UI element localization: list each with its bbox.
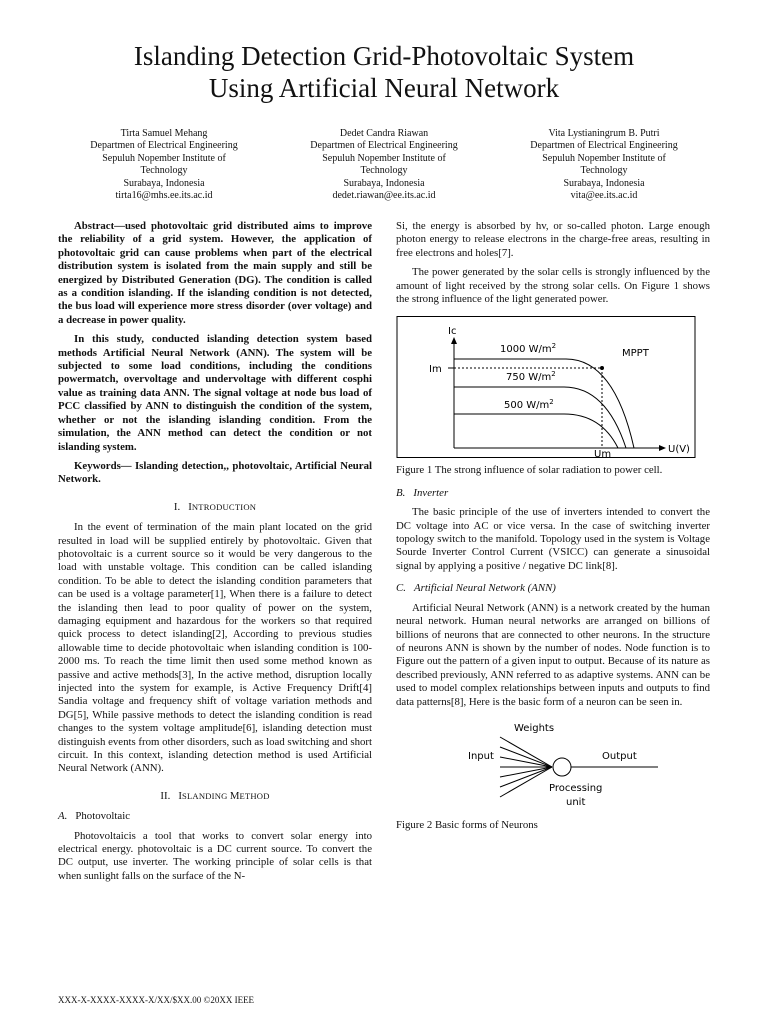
input-line bbox=[500, 747, 552, 767]
figure-2-caption: Figure 2 Basic forms of Neurons bbox=[396, 818, 538, 831]
um-label: Um bbox=[594, 449, 612, 459]
section-heading-islanding-method: II. ISLANDING METHOD bbox=[160, 789, 270, 802]
right-column bbox=[396, 220, 710, 832]
author-email[interactable]: tirta16@mhs.ee.its.ac.id bbox=[115, 190, 213, 202]
paper-title: Islanding Detection Grid-Photovoltaic System Using Artificial Neural Network bbox=[133, 41, 635, 103]
author-block: Vita Lystianingrum B. Putri Departmen of Electrical Engineering Sepuluh Nopember Institute of Technology Surabaya, Indonesia vita@ee.its.ac.id bbox=[504, 128, 704, 202]
y-axis-label: Ic bbox=[448, 326, 457, 338]
body-paragraph: The power generated by the solar cells is strongly influenced by the amount of light received by the strong solar cells. On Figure 1 shows the strong influence of the light generated power. bbox=[396, 266, 710, 306]
figure-1-caption: Figure 1 The strong influence of solar radiation to power cell. bbox=[396, 464, 663, 477]
iv-curve-500 bbox=[454, 414, 618, 448]
author-block: Tirta Samuel Mehang Departmen of Electrical Engineering Sepuluh Nopember Institute of Technology Surabaya, Indonesia tirta16@mhs.ee.its.ac.id bbox=[64, 128, 264, 202]
processing-unit-label: unit bbox=[566, 796, 586, 808]
curve-label-750: 750 $W/m^2$ bbox=[506, 370, 556, 384]
figure-1 bbox=[396, 316, 710, 477]
body-paragraph: In the event of termination of the main plant located on the grid resulted in load will be supplied entirely by photovoltaic. Given that photovoltaic is a current source so it would be very dangerous to the load with unstable voltage. This condition can be called islanding condition. To be able to detect the islanding condition parameters that can be used is a voltage parameter[1], When there is a failure to detect the islanding then lead to poor quality of power on the system, damaging equipment and hazardous for the workers so that required quick process to detect islanding[2], According to previous studies allowable time to decide photovoltaic when islanding condition is 100-2000 ms. To reach the time limit then used some method known as passive and active methods[3], In the active method, disruption locally injected into the system for example, is Active Frequency Drift[4] Sandia voltage and frequency shift of voltage variation methods and DG[5], While passive methods to detect the islanding condition is read changes to the system voltage amplitude[6], islanding detection must distinguish events from other disorders, such as load switching and short circuit. In this context, islanding detection method is used Artificial Neural Network (ANN). bbox=[58, 521, 372, 775]
subsection-heading-photovoltaic: A. Photovoltaic bbox=[58, 810, 130, 823]
abstract-paragraph: Abstract—used photovoltaic grid distributed aims to improve the reliability of a grid system. However, the application of photovoltaic grid can cause problems when part of the electrical distribution system is isolated from the main supply and still be energized by Distributed Generation (DG). The condition is called as a condition islanding. If the islanding condition is not detected, the bus load will experience more stress disorder (over voltage) and a decrease in power quality. bbox=[58, 220, 372, 326]
iv-curve-chart bbox=[396, 316, 696, 458]
iv-curve-750 bbox=[454, 387, 626, 448]
left-column bbox=[58, 220, 372, 883]
subsection-heading-inverter: B. Inverter bbox=[396, 486, 449, 499]
author-email[interactable]: vita@ee.its.ac.id bbox=[570, 190, 638, 202]
figure-2 bbox=[396, 719, 710, 832]
y-axis-arrow bbox=[451, 337, 457, 344]
author-block: Dedet Candra Riawan Departmen of Electrical Engineering Sepuluh Nopember Institute of Technology Surabaya, Indonesia dedet.riawan@ee.its.ac.id bbox=[284, 128, 484, 202]
body-paragraph: Photovoltaicis a tool that works to convert solar energy into electrical energy. photovoltaic is a DC current source. To convert the DC output, use inverter. The working principle of solar cells is that when sunlight falls on the surface of the N- bbox=[58, 829, 372, 882]
abstract-paragraph: In this study, conducted islanding detection system based methods Artificial Neural Network (ANN). The system will be subjected to some load conditions, including the conditions powermatch, overvoltage and undervoltage with different cosphi value as training data ANN. The signal voltage at node bus load of PCC classified by ANN to distinguish the condition of the system, whether or not the islanding islanding condition. From the simulation, the ANN method can detect the condition or not islanding system. bbox=[58, 333, 372, 453]
weights-label: Weights bbox=[514, 722, 555, 734]
neuron-diagram bbox=[396, 719, 696, 811]
mppt-point bbox=[600, 366, 604, 370]
x-axis-arrow bbox=[659, 445, 666, 451]
input-line bbox=[500, 767, 552, 787]
keywords: Keywords— Islanding detection,, photovoltaic, Artificial Neural Network. bbox=[58, 459, 372, 486]
section-heading-introduction: I. INTRODUCTION bbox=[173, 500, 257, 513]
input-label: Input bbox=[468, 750, 494, 762]
im-label: Im bbox=[429, 364, 442, 376]
processing-unit-node bbox=[553, 758, 571, 776]
mppt-label: MPPT bbox=[622, 348, 649, 360]
author-email[interactable]: dedet.riawan@ee.its.ac.id bbox=[332, 190, 436, 202]
body-paragraph: Si, the energy is absorbed by hv, or so-called photon. Large enough photon energy to release electrons in the charge-free areas, resulting in free electrons and holes[7]. bbox=[396, 220, 710, 259]
copyright-footer: XXX-X-XXXX-XXXX-X/XX/$XX.00 ©20XX IEEE bbox=[58, 995, 255, 1005]
body-paragraph: Artificial Neural Network (ANN) is a network created by the human neural network. Human neural networks are arranged on billions of billions of neurons that are connected to other neurons. In the structure of neurons ANN is shown by the number of nodes. Node function is to Figure out the pattern of a given input to output. Because of its nature as described previously, ANN referred to as adaptive systems. ANN can be used to model complex relationships between inputs and outputs to find data patterns[8], Here is the basic form of a neuron can be seen in. bbox=[396, 601, 710, 708]
body-paragraph: The basic principle of the use of inverters intended to convert the DC voltage into AC or vice versa. In the case of switching inverter topology switch to the manifold. Topology used in the system is Voltage Sourde Inverter Control Current (VSICC) can generate a sinusoidal signal by applying a positive / negative DC link[8]. bbox=[396, 506, 710, 572]
curve-label-1000: 1000 $W/m^2$ bbox=[500, 342, 557, 356]
x-axis-label: U(V) bbox=[668, 444, 690, 456]
output-label: Output bbox=[602, 750, 637, 762]
subsection-heading-ann: C. Artificial Neural Network (ANN) bbox=[396, 582, 556, 595]
curve-label-500: 500 $W/m^2$ bbox=[504, 398, 554, 412]
processing-unit-label: Processing bbox=[549, 782, 603, 794]
